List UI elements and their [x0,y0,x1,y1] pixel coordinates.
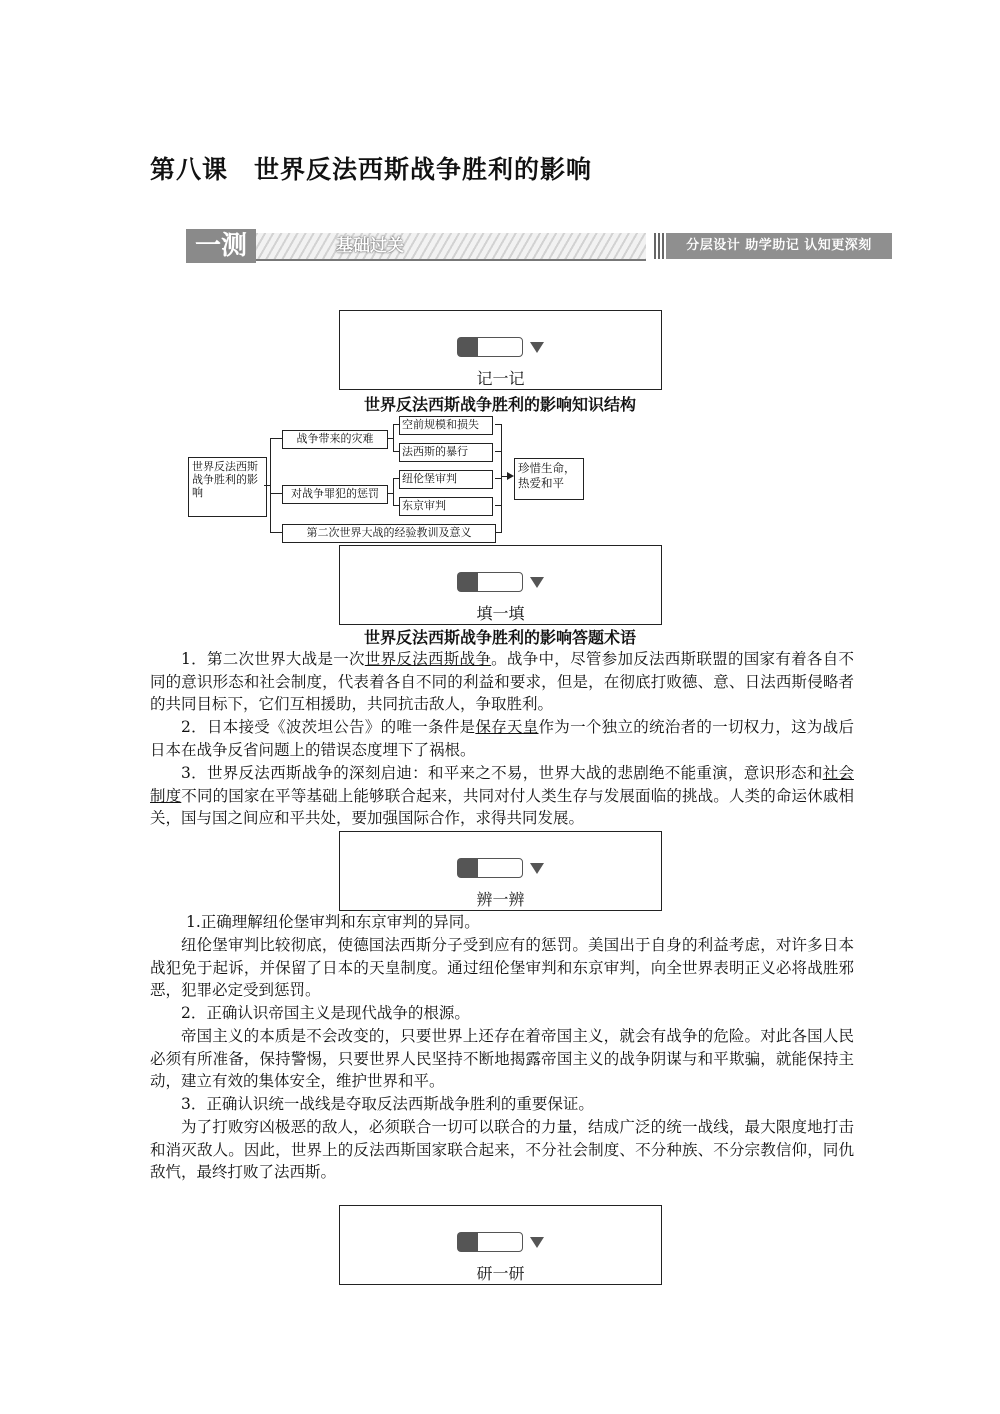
distinguish-body-3: 为了打败穷凶极恶的敌人，必须联合一切可以联合的力量，结成广泛的统一战线，最大限度地打击和消灭敌人。因此，世界上的反法西斯国家联合起来，不分社会制度、不分种族、不分宗教信仰，同仇敌忾，最终打败了法西斯。 [150,1118,854,1181]
fill-answer: 保存天皇 [475,718,539,736]
fill-text: 3．世界反法西斯战争的深刻启迪：和平来之不易，世界大战的悲剧绝不能重演，意识形态和 [181,764,823,782]
connector-line [501,424,502,533]
diagram-branch-disaster: 战争带来的灾难 [282,430,388,449]
distinguish-heading-3: 3．正确认识统一战线是夺取反法西斯战争胜利的重要保证。 [181,1095,594,1113]
section-box-remember [339,310,662,390]
diagram-leaf-atrocities: 法西斯的暴行 [399,443,493,462]
distinguish-heading-2: 2．正确认识帝国主义是现代战争的根源。 [181,1004,470,1022]
fill-answer: 社会制度 [150,764,854,805]
triangle-down-icon [530,1237,544,1248]
section-box-research [339,1205,662,1285]
banner-middle-text: 基础过关 [336,236,404,256]
fill-item-1 [150,648,854,716]
fill-text: 不同的国家在平等基础上能够联合起来，共同对付人类生存与发展面临的挑战。人类的命运休戚相关，国与国之间应和平共处，要加强国际合作，求得共同发展。 [150,786,854,827]
section-box-fill [339,545,662,625]
section-box-distinguish [339,831,662,911]
fill-item-3 [150,762,854,830]
distinguish-body-1: 纽伦堡审判比较彻底，使德国法西斯分子受到应有的惩罚。美国出于自身的利益考虑，对许多日本战犯免于起诉，并保留了日本的天皇制度。通过纽伦堡审判和东京审判，向全世界表明正义必将战胜邪恶，犯罪必定受到惩罚。 [150,936,854,999]
section-label: 填一填 [476,604,525,623]
section-tab-icon [457,337,521,357]
triangle-down-icon [530,577,544,588]
triangle-down-icon [530,863,544,874]
section-subtitle: 世界反法西斯战争胜利的影响知识结构 [363,395,636,414]
fill-text: 1．第二次世界大战是一次 [181,650,365,668]
distinguish-heading-1: 1.正确理解纽伦堡审判和东京审判的异同。 [186,913,480,931]
section-tab-icon [457,1232,521,1252]
banner-label: 一测 [186,229,256,263]
connector-line [270,438,282,439]
connector-line [270,493,282,494]
connector-line [393,478,394,506]
distinguish-body-2: 帝国主义的本质是不会改变的，只要世界上还存在着帝国主义，就会有战争的危险。对此各国人民必须有所准备，保持警惕，只要世界人民坚持不断地揭露帝国主义的战争阴谋与和平欺骗，就能保持主动，建立有效的集体安全，维护世界和平。 [150,1027,854,1090]
fill-text: 2．日本接受《波茨坦公告》的唯一条件是 [181,718,476,736]
fill-item-2 [150,716,854,761]
section-tab-icon [457,572,521,592]
connector-line [270,438,271,533]
fill-text: 作为一个独立的统治者的一切权力，这为战后日本在战争反省问题上的错误态度埋下了祸根。 [150,718,854,759]
banner-middle [256,233,646,261]
arrow-right-icon [507,472,514,480]
diagram-leaf-scale: 空前规模和损失 [399,416,493,435]
fill-text: 。战争中，尽管参加反法西斯联盟的国家有着各自不同的意识形态和社会制度，代表着各自不同的利益和要求，但是，在彻底打败德、意、日法西斯侵略者的共同目标下，它们互相援助，共同抗击敌人，争取胜利。 [150,650,854,713]
diagram-branch-lessons: 第二次世界大战的经验教训及意义 [282,524,496,543]
banner-slogan: 分层设计 助学助记 认知更深刻 [666,233,892,259]
section-label: 记一记 [476,369,525,388]
section-label: 研一研 [476,1264,525,1283]
diagram-leaf-nuremberg: 纽伦堡审判 [399,470,493,489]
diagram-branch-punishment: 对战争罪犯的惩罚 [282,485,388,504]
triangle-down-icon [530,342,544,353]
diagram-root: 世界反法西斯战争胜利的影响 [188,457,267,517]
section-label: 辨一辨 [476,890,525,909]
section-tab-icon [457,858,521,878]
connector-line [393,424,394,452]
section-banner [186,229,892,263]
banner-divider [654,233,664,259]
connector-line [270,532,282,533]
page-title: 第八课 世界反法西斯战争胜利的影响 [150,155,593,184]
diagram-result: 珍惜生命，热爱和平 [514,458,584,500]
diagram-leaf-tokyo: 东京审判 [399,497,493,516]
section-subtitle: 世界反法西斯战争胜利的影响答题术语 [363,628,636,647]
fill-answer: 世界反法西斯战争 [364,650,492,668]
